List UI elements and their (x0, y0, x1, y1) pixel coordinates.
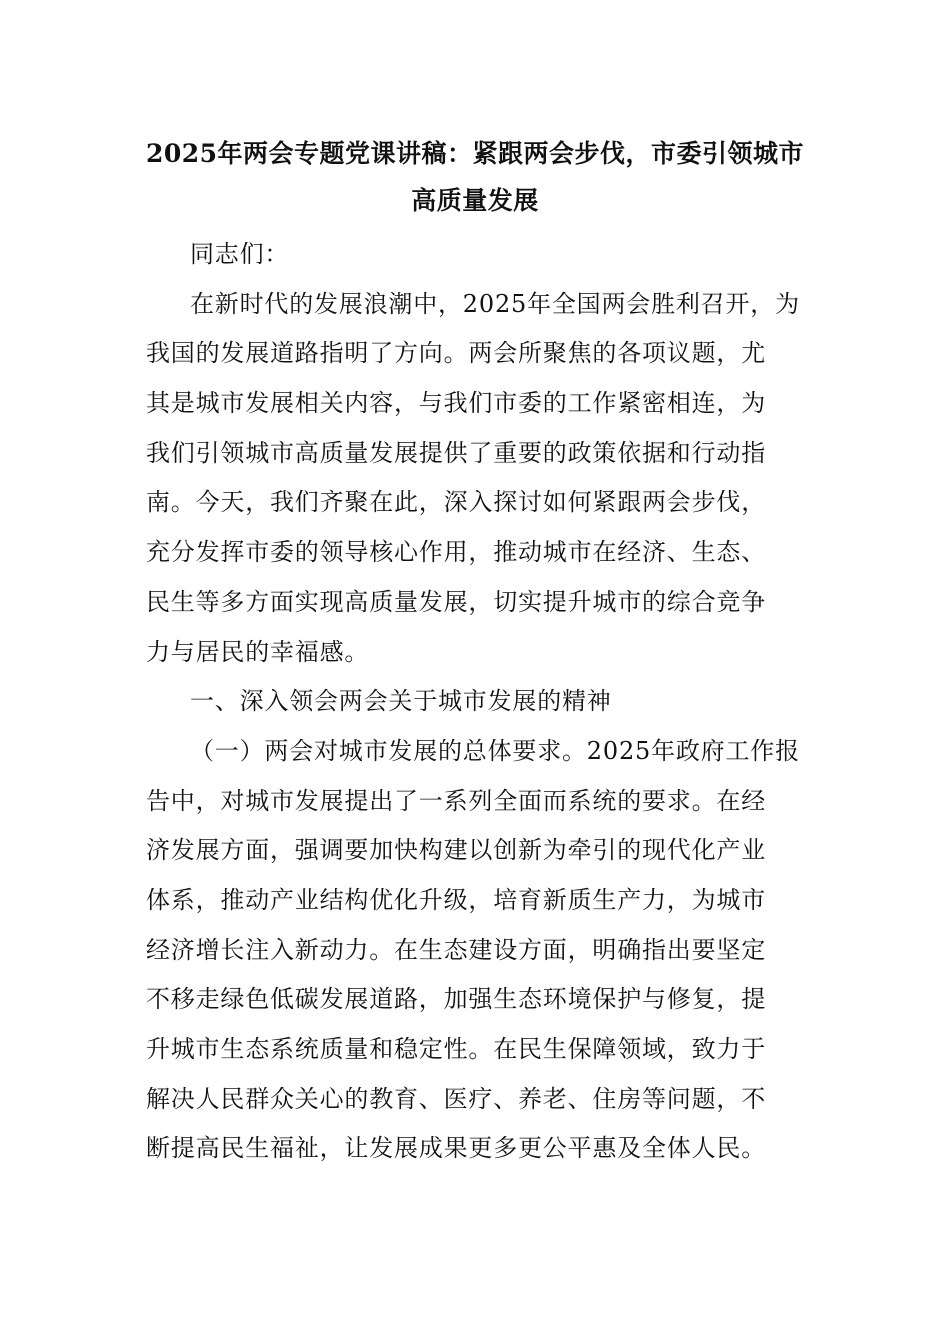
title-line: 2025年两会专题党课讲稿：紧跟两会步伐，市委引领城市 (145, 139, 805, 168)
paragraph-line: 我国的发展道路指明了方向。两会所聚焦的各项议题，尤 (146, 339, 766, 368)
paragraph-line: 解决人民群众关心的教育、医疗、养老、住房等问题，不 (146, 1084, 766, 1113)
paragraph-line: （一）两会对城市发展的总体要求。2025年政府工作报 (190, 736, 800, 765)
paragraph-line: 断提高民生福祉，让发展成果更多更公平惠及全体人民。 (146, 1134, 766, 1163)
title-line: 高质量发展 (411, 186, 539, 215)
paragraph-line: 在新时代的发展浪潮中，2025年全国两会胜利召开，为 (190, 289, 800, 318)
paragraph-line: 经济增长注入新动力。在生态建设方面，明确指出要坚定 (146, 935, 766, 964)
paragraph-line: 其是城市发展相关内容，与我们市委的工作紧密相连，为 (146, 389, 766, 418)
paragraph-line: 民生等多方面实现高质量发展，切实提升城市的综合竞争 (146, 587, 766, 616)
paragraph-line: 体系，推动产业结构优化升级，培育新质生产力，为城市 (146, 885, 766, 914)
paragraph-line: 升城市生态系统质量和稳定性。在民生保障领域，致力于 (146, 1035, 766, 1063)
paragraph-line: 我们引领城市高质量发展提供了重要的政策依据和行动指 (146, 438, 766, 467)
document-title (140, 130, 810, 224)
paragraph-line: 不移走绿色低碳发展道路，加强生态环境保护与修复，提 (146, 985, 766, 1014)
paragraph-line: 济发展方面，强调要加快构建以创新为牵引的现代化产业 (146, 836, 766, 865)
paragraph-line: 南。今天，我们齐聚在此，深入探讨如何紧跟两会步伐， (146, 488, 766, 517)
document-body (146, 230, 816, 1174)
salutation: 同志们： (190, 240, 290, 268)
paragraph-line: 告中，对城市发展提出了一系列全面而系统的要求。在经 (146, 786, 766, 815)
section-heading: 一、深入领会两会关于城市发展的精神 (190, 687, 612, 716)
paragraph-line: 力与居民的幸福感。 (146, 637, 370, 666)
paragraph-line: 充分发挥市委的领导核心作用，推动城市在经济、生态、 (146, 538, 766, 567)
